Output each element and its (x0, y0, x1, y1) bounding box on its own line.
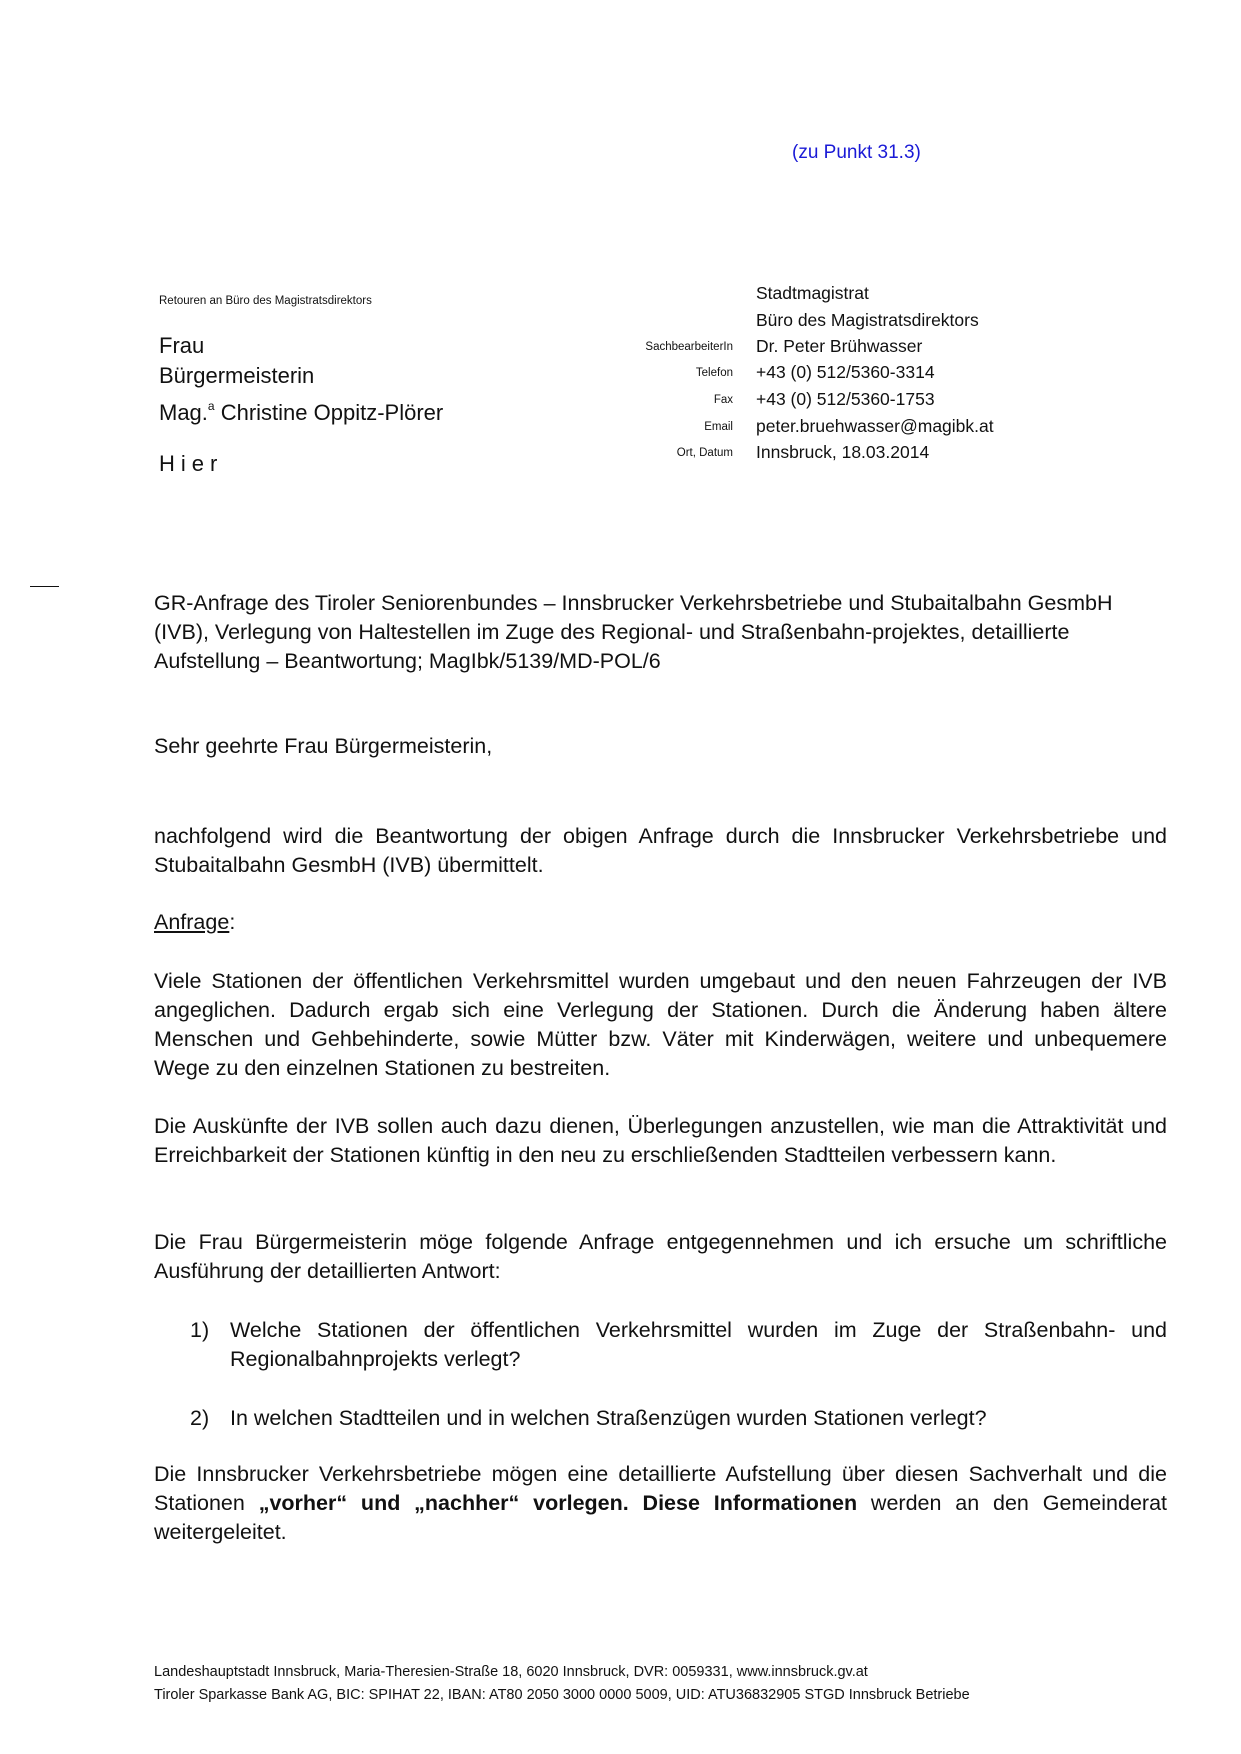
recipient-line-3 (159, 391, 443, 428)
recipient-line-2: Bürgermeisterin (159, 363, 315, 388)
officer-value: Dr. Peter Brühwasser (756, 336, 923, 356)
question-text: Welche Stationen der öffentlichen Verkehrsmittel wurden im Zuge der Straßenbahn- und Regionalbahnprojekts verlegt? (230, 1318, 1167, 1371)
fax-label: Fax (713, 394, 733, 406)
fax-value: +43 (0) 512/5360-1753 (756, 389, 935, 409)
place-date-value: Innsbruck, 18.03.2014 (756, 442, 930, 462)
place-date-label: Ort, Datum (676, 447, 733, 459)
paragraph-d-start: Die Innsbrucker Verkehrsbetriebe mögen eine detaillierte Aufstellung über diesen Sachverhalt und die Stationen (154, 1462, 1167, 1515)
heading-word: Anfrage (154, 910, 230, 934)
paragraph-d-end: werden an den Gemeinderat weitergeleitet. (154, 1491, 1168, 1544)
return-address-line: Retouren an Büro des Magistratsdirektors (159, 295, 372, 307)
greeting: Sehr geehrte Frau Bürgermeisterin, (154, 734, 493, 758)
intro-paragraph: nachfolgend wird die Beantwortung der obigen Anfrage durch die Innsbrucker Verkehrsbetriebe und Stubaitalbahn GesmbH (IVB) übermittelt. (154, 824, 1167, 877)
officer-label: SachbearbeiterIn (645, 341, 733, 353)
heading-colon: : (229, 910, 236, 934)
email-label: Email (704, 421, 733, 433)
sender-department: Büro des Magistratsdirektors (756, 310, 979, 330)
footer-line-2: Tiroler Sparkasse Bank AG, BIC: SPIHAT 22, IBAN: AT80 2050 3000 0000 5009, UID: ATU36832905 STGD Innsbruck Betriebe (154, 1687, 970, 1703)
agenda-reference: (zu Punkt 31.3) (792, 142, 921, 163)
sender-office: Stadtmagistrat (756, 283, 869, 303)
recipient-line-4: Hier (159, 451, 224, 476)
question-number: 2) (190, 1406, 210, 1430)
recipient-title-sup: a (207, 399, 215, 413)
question-text: In welchen Stadtteilen und in welchen Straßenzügen wurden Stationen verlegt? (230, 1406, 987, 1430)
question-number: 1) (190, 1318, 210, 1342)
paragraph-d (154, 1460, 1167, 1547)
phone-value: +43 (0) 512/5360-3314 (756, 362, 935, 382)
question-item (190, 1316, 1167, 1374)
paragraph-d-bold: „vorher“ und „nachher“ vorlegen. Diese Informationen (258, 1491, 858, 1515)
recipient-title: Mag. (159, 400, 208, 425)
paragraph-a: Viele Stationen der öffentlichen Verkehrsmittel wurden umgebaut und den neuen Fahrzeugen der IVB angeglichen. Dadurch ergab sich eine Verlegung der Stationen. Durch die Änderung haben ältere Menschen und Gehbehinderte, sowie Mütter bzw. Väter mit Kinderwägen, weitere und unbequemere Wege zu den einzelnen Stationen zu bestreiten. (154, 969, 1167, 1080)
section-heading (154, 910, 235, 935)
paragraph-c: Die Frau Bürgermeisterin möge folgende Anfrage entgegennehmen und ich ersuche um schriftliche Ausführung der detaillierten Antwort: (154, 1230, 1167, 1283)
phone-label: Telefon (695, 367, 733, 379)
fold-mark (30, 586, 59, 587)
footer-line-1: Landeshauptstadt Innsbruck, Maria-Theresien-Straße 18, 6020 Innsbruck, DVR: 0059331, www.innsbruck.gv.at (154, 1664, 868, 1680)
email-value[interactable]: peter.bruehwasser@magibk.at (756, 416, 994, 436)
subject-line: GR-Anfrage des Tiroler Seniorenbundes – Innsbrucker Verkehrsbetriebe und Stubaitalbahn GesmbH (IVB), Verlegung von Haltestellen im Zuge des Regional- und Straßenbahn-projektes, detaillierte Aufstellung – Beantwortung; MagIbk/5139/MD-POL/6 (154, 591, 1113, 673)
recipient-line-1: Frau (159, 333, 205, 358)
paragraph-b: Die Auskünfte der IVB sollen auch dazu dienen, Überlegungen anzustellen, wie man die Attraktivität und Erreichbarkeit der Stationen künftig in den neu zu erschließenden Stadtteilen verbessern kann. (154, 1114, 1167, 1167)
recipient-name: Christine Oppitz-Plörer (214, 400, 444, 425)
question-item (190, 1404, 1167, 1433)
